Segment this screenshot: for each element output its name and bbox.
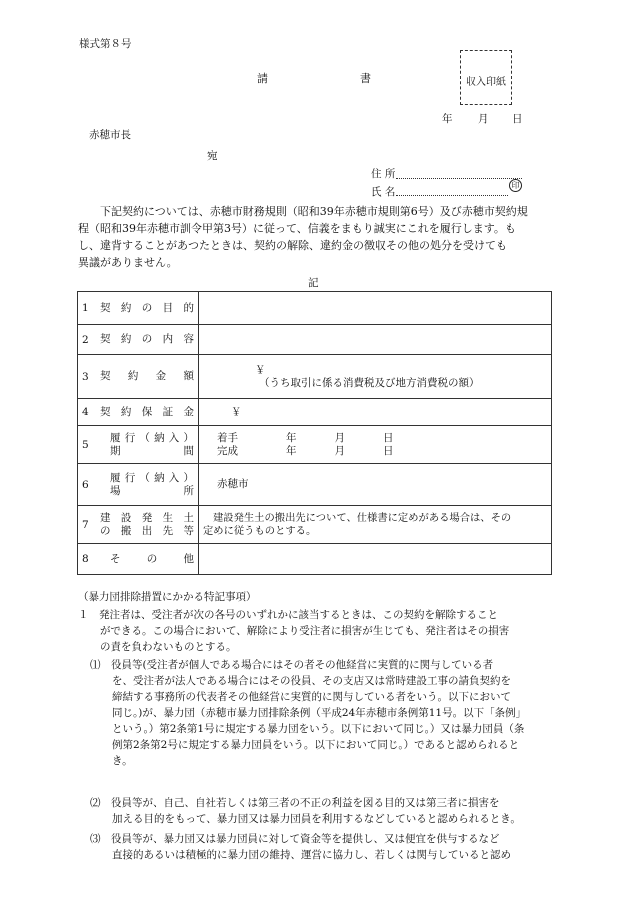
start-label: 着手 (217, 431, 238, 444)
item-line: ⑴ 役員等(受注者が個人である場合にはその者その他経営に実質的に関与している者 (90, 659, 494, 671)
preamble-line: し、違背することがあつたときは、契約の解除、違約金の徴収その他の処分を受けても (78, 239, 507, 252)
table-row (78, 426, 552, 464)
table-row (78, 464, 552, 506)
item-1 (90, 657, 554, 769)
row-value (199, 544, 552, 575)
table-row (78, 399, 552, 426)
name-line (396, 195, 508, 196)
name-label: 氏 名 (371, 186, 396, 198)
addressee: 赤穂市長 (89, 129, 131, 141)
clause-line: ができる。この場合において、解除により受注者に損害が生じても、発注者はその損害 (100, 625, 510, 637)
item-line: 同じ。)が、暴力団（赤穂市暴力団排除条例（平成24年赤穂市条例第11号。以下「条例」 (112, 707, 527, 719)
row-label: 契約の内容 (100, 333, 194, 345)
row-value (199, 325, 552, 355)
date-month: 月 (478, 113, 489, 125)
item-line: 例第2条第2号に規定する暴力団員をいう。以下において同じ。）であると認められると (112, 739, 520, 751)
row-value (199, 292, 552, 325)
item-line: 加える目的をもって、暴力団又は暴力団員を利用するなどしていると認められるとき。 (112, 813, 521, 825)
item-line: という。）第2条第1号に規定する暴力団をいう。以下において同じ。）又は暴力団員（条 (112, 723, 525, 735)
row-number: 8 (78, 544, 97, 575)
item-line: 締結する事務所の代表者その他経営に実質的に関与している者をいう。以下において (112, 691, 511, 703)
row-label: 履行（納入） (110, 431, 194, 444)
end-label: 完成 (217, 444, 238, 457)
row-number: 3 (78, 355, 97, 399)
start-month: 月 (334, 431, 345, 444)
row-number: 1 (78, 292, 97, 325)
clause-1 (78, 607, 552, 655)
table-row (78, 292, 552, 325)
special-heading: （暴力団排除措置にかかる特記事項） (78, 591, 257, 603)
preamble-line: 下記契約については、赤穂市財務規則（昭和39年赤穂市規則第6号）及び赤穂市契約規 (100, 205, 528, 218)
form-number: 様式第８号 (79, 38, 132, 50)
soil-note-line: 定めに従うものとする。 (203, 524, 317, 537)
row-number: 5 (78, 426, 97, 464)
address-label: 住 所 (371, 168, 396, 180)
title-char-1: 請 (257, 72, 268, 85)
table-row (78, 325, 552, 355)
item-line: き。 (112, 755, 133, 767)
table-row (78, 544, 552, 575)
table-row (78, 506, 552, 544)
deposit-yen: ￥ (231, 405, 242, 418)
date-year: 年 (442, 113, 453, 125)
contract-table (77, 291, 552, 575)
row-label: 建設発生土 (100, 511, 194, 524)
title-char-2: 書 (360, 72, 371, 85)
preamble-line: 異議がありません。 (78, 256, 178, 269)
seal-mark: 印 (509, 179, 522, 192)
row-label: その他 (110, 552, 194, 565)
item-line: ⑶ 役員等が、暴力団又は暴力団員に対して資金等を提供し、又は便宜を供与するなど (90, 833, 500, 845)
period-end (203, 445, 547, 458)
preamble (78, 203, 552, 271)
start-year: 年 (286, 431, 297, 444)
contract-amount-yen: ￥ (255, 363, 266, 376)
end-year: 年 (286, 444, 297, 457)
row-number: 4 (78, 399, 97, 426)
address-line (396, 178, 522, 179)
item-line: を、受注者が法人である場合にはその役員、その支店又は常時建設工事の請負契約を (112, 675, 511, 687)
item-line: ⑵ 役員等が、自己、自社若しくは第三者の不正の利益を図る目的又は第三者に損害を (90, 797, 500, 809)
table-row (78, 355, 552, 399)
soil-note-line: 建設発生土の搬出先について、仕様書に定めがある場合は、その (213, 511, 512, 524)
row-number: 2 (78, 325, 97, 355)
row-label: 場所 (110, 484, 194, 497)
preamble-line: 程（昭和39年赤穂市訓令甲第3号）に従って、信義をまもり誠実にこれを履行します。も (78, 222, 516, 235)
row-label: の搬出先等 (100, 524, 194, 537)
ki-heading: 記 (308, 277, 319, 289)
row-number: 6 (78, 464, 97, 506)
row-label: 契約金額 (100, 370, 194, 382)
item-2 (90, 795, 554, 827)
clause-line: の責を負わないものとする。 (100, 641, 237, 653)
end-month: 月 (334, 444, 345, 457)
row-label: 履行（納入） (110, 471, 194, 484)
honorific: 宛 (207, 150, 218, 162)
row-label: 契約の目的 (100, 301, 194, 314)
item-line: 直接的あるいは積極的に暴力団の維持、運営に協力し、若しくは関与していると認め (112, 849, 511, 861)
clause-line: １ 発注者は、受注者が次の各号のいずれかに該当するときは、この契約を解除すること (78, 609, 498, 621)
item-3 (90, 831, 554, 863)
tax-note: （うち取引に係る消費税及び地方消費税の額） (259, 376, 480, 389)
start-day: 日 (383, 431, 394, 444)
row-number: 7 (78, 506, 97, 544)
period-start (203, 432, 547, 445)
revenue-stamp-label: 収入印紙 (466, 77, 506, 88)
date-day: 日 (512, 113, 523, 125)
end-day: 日 (383, 444, 394, 457)
place-value: 赤穂市 (217, 478, 249, 490)
revenue-stamp-box (460, 50, 512, 105)
row-label: 契約保証金 (100, 405, 194, 418)
row-label: 期間 (110, 444, 194, 457)
